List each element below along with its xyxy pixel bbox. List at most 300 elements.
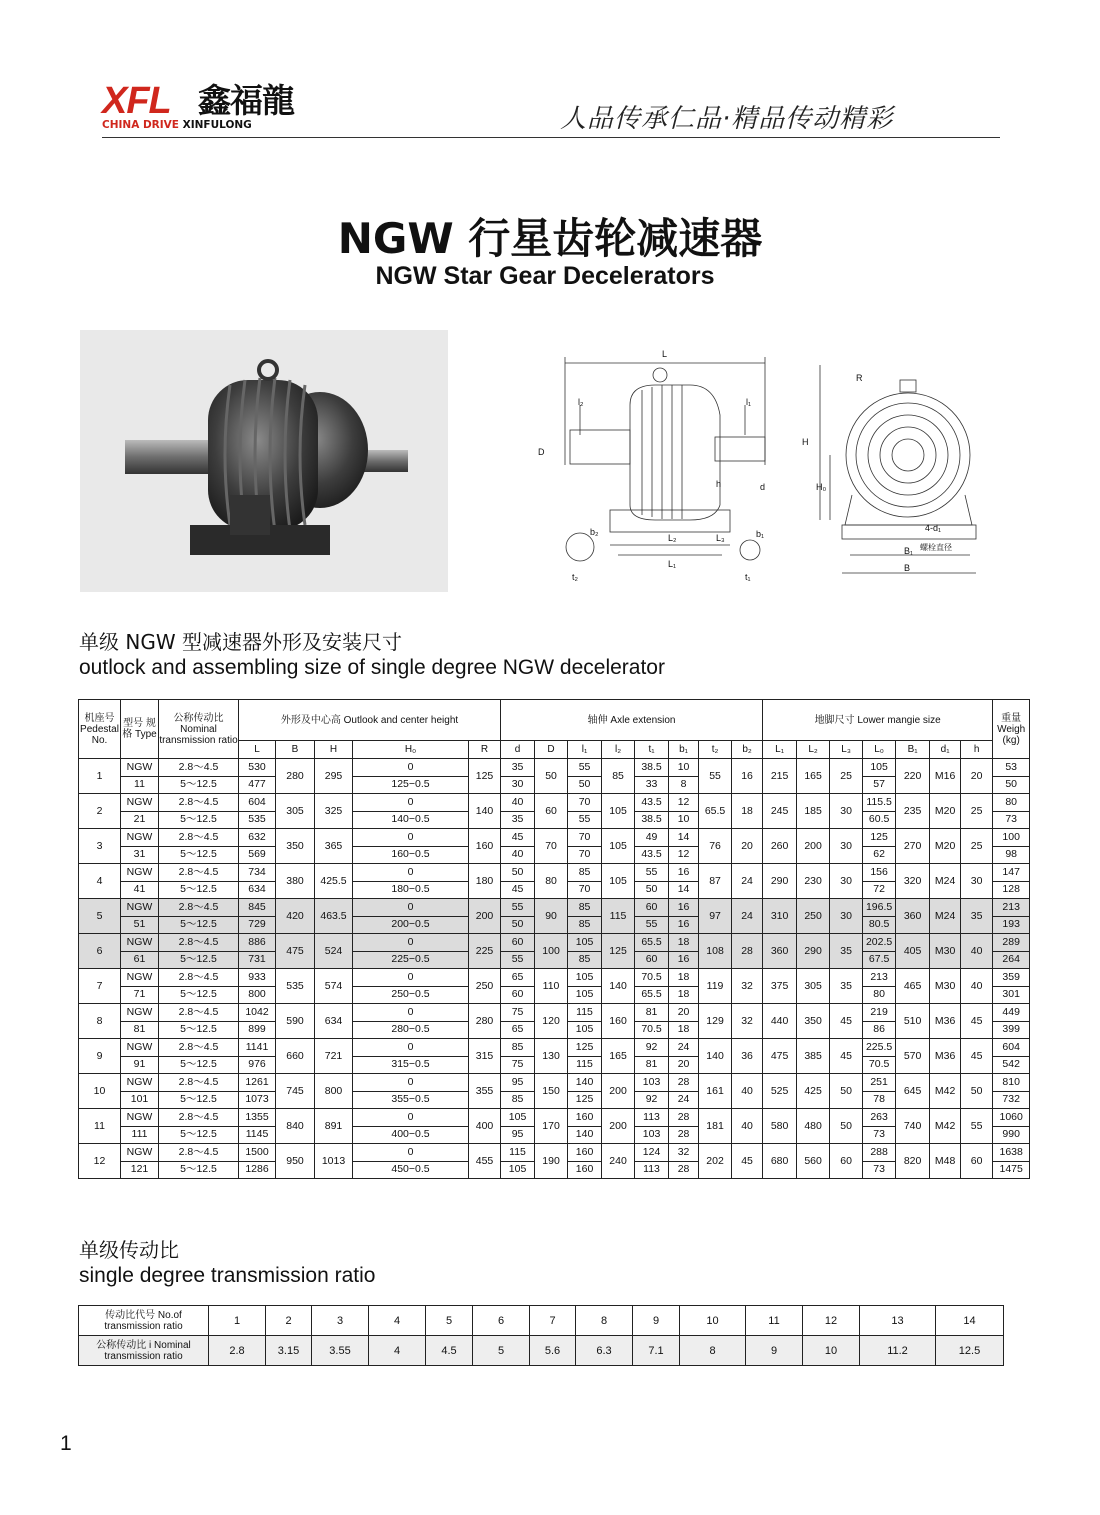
table-cell: 115 [568,1004,602,1022]
table-cell: 20 [669,1004,699,1022]
table-cell: 24 [732,899,763,934]
table-cell: 21 [121,811,159,829]
table-cell: 85 [501,1039,535,1057]
table-cell: M16 [930,759,961,794]
table-cell: 16 [669,864,699,882]
company-logo [102,82,302,132]
table-cell: 230 [797,864,830,899]
pedestal-no-cell: 9 [79,1039,121,1074]
table-cell: 5～12.5 [159,916,239,934]
table-cell: 465 [896,969,930,1004]
table-cell: 125 [602,934,635,969]
table-cell: 1638 [993,1144,1030,1162]
table-cell: 111 [121,1126,159,1144]
table-cell: 70 [535,829,568,864]
table-cell: 70.5 [863,1056,896,1074]
table-cell: 65.5 [699,794,732,829]
table-cell: 385 [797,1039,830,1074]
table-cell: 5～12.5 [159,1021,239,1039]
table-cell: 125−0.5 [353,776,469,794]
table-cell: 524 [315,934,353,969]
table-cell: 43.5 [635,794,669,812]
label-L3: L₃ [716,533,725,543]
table-cell: 202 [699,1144,732,1179]
page-title-cn: NGW 行星齿轮减速器 [337,214,763,263]
table-cell: 32 [669,1144,699,1162]
table-cell: 800 [239,986,276,1004]
table-cell: 530 [239,759,276,777]
table-cell: NGW [121,864,159,882]
table-cell: 5～12.5 [159,986,239,1004]
table-cell: 40 [501,794,535,812]
table-cell: 18 [669,1021,699,1039]
table-cell: 0 [353,1144,469,1162]
table-cell: 50 [961,1074,993,1109]
table-cell: 180−0.5 [353,881,469,899]
column-header: t₁ [635,741,669,759]
table-cell: 60.5 [863,811,896,829]
table-cell: 820 [896,1144,930,1179]
table-cell: 60 [830,1144,863,1179]
label-b2: b₂ [590,527,599,537]
table-cell: 35 [501,811,535,829]
table-cell: 250 [469,969,501,1004]
table-cell: 70 [568,794,602,812]
table-cell: 50 [830,1074,863,1109]
ratio-value-cell: 5.6 [530,1336,576,1366]
table-cell: 569 [239,846,276,864]
table-cell: 1042 [239,1004,276,1022]
table-cell: 295 [315,759,353,794]
table-cell: 20 [732,829,763,864]
table-cell: 288 [863,1144,896,1162]
table-cell: 290 [797,934,830,969]
table-cell: 219 [863,1004,896,1022]
table-cell: 55 [635,864,669,882]
table-cell: 85 [501,1091,535,1109]
table-cell: 32 [732,1004,763,1039]
table-cell: 2.8～4.5 [159,969,239,987]
pedestal-no-cell: 11 [79,1109,121,1144]
table-cell: 604 [239,794,276,812]
table-cell: 103 [635,1074,669,1092]
table-cell: 2.8～4.5 [159,864,239,882]
table-cell: 225 [469,934,501,969]
pedestal-no-cell: 12 [79,1144,121,1179]
table-cell: M42 [930,1074,961,1109]
table-cell: 360 [763,934,797,969]
column-header: B₁ [896,741,930,759]
table-cell: 60 [501,934,535,952]
table-row [79,934,1030,952]
table-cell: 160 [602,1004,635,1039]
table-cell: 280−0.5 [353,1021,469,1039]
table-cell: 645 [896,1074,930,1109]
label-b1: b₁ [756,529,765,539]
ratio-code-cell: 6 [473,1306,530,1336]
table-row [79,794,1030,812]
table-cell: 745 [276,1074,315,1109]
table-cell: 0 [353,899,469,917]
table-cell: 120 [535,1004,568,1039]
table-cell: 170 [535,1109,568,1144]
table-cell: 2.8～4.5 [159,1109,239,1127]
table-cell: 91 [121,1056,159,1074]
table-cell: 14 [669,829,699,847]
table-cell: 75 [501,1056,535,1074]
table-cell: 55 [635,916,669,934]
table-cell: 40 [961,969,993,1004]
table-cell: 50 [635,881,669,899]
table-cell: M30 [930,934,961,969]
table-cell: 73 [863,1161,896,1179]
table-cell: 16 [669,916,699,934]
table-cell: 67.5 [863,951,896,969]
table-cell: 62 [863,846,896,864]
table-cell: 933 [239,969,276,987]
column-header: L₃ [830,741,863,759]
table-cell: NGW [121,1144,159,1162]
table-cell: M48 [930,1144,961,1179]
table-cell: 95 [501,1074,535,1092]
header-lower: 地脚尺寸 Lower mangie size [763,700,993,741]
table-cell: 125 [469,759,501,794]
table-cell: 604 [993,1039,1030,1057]
table-cell: 20 [961,759,993,794]
table-cell: 899 [239,1021,276,1039]
table-cell: 30 [830,864,863,899]
table-cell: 721 [315,1039,353,1074]
column-header: h [961,741,993,759]
table-cell: 5～12.5 [159,811,239,829]
table-cell: 290 [763,864,797,899]
column-header: H₀ [353,741,469,759]
table-cell: 45 [732,1144,763,1179]
table-cell: 810 [993,1074,1030,1092]
table-cell: 289 [993,934,1030,952]
table-cell: 732 [993,1091,1030,1109]
table-cell: 86 [863,1021,896,1039]
table-cell: 85 [602,759,635,794]
table-cell: M24 [930,864,961,899]
table-cell: 55 [568,759,602,777]
column-header: d [501,741,535,759]
table-cell: 85 [568,899,602,917]
table-cell: 45 [961,1004,993,1039]
header-ratio: 公称传动比 Nominal transmission ratio [159,700,239,759]
ratio-value-cell: 3.55 [312,1336,369,1366]
table-cell: 263 [863,1109,896,1127]
table-cell: 45 [961,1039,993,1074]
slogan: 人品传承仁品·精品传动精彩 [560,104,894,134]
table-cell: 92 [635,1039,669,1057]
ratio-value-cell: 7.1 [633,1336,680,1366]
table-cell: 125 [568,1091,602,1109]
table-cell: NGW [121,1109,159,1127]
table-cell: 85 [568,951,602,969]
table-cell: 5～12.5 [159,1091,239,1109]
table-cell: 30 [830,829,863,864]
pedestal-no-cell: 10 [79,1074,121,1109]
table-row [79,1109,1030,1127]
table-cell: 36 [732,1039,763,1074]
table-cell: 55 [961,1109,993,1144]
label-B1: B₁ [904,546,914,556]
ratio-value-cell: 3.15 [266,1336,312,1366]
table-cell: 196.5 [863,899,896,917]
table-cell: 165 [602,1039,635,1074]
table-cell: 225−0.5 [353,951,469,969]
table-cell: 310 [763,899,797,934]
table-cell: 75 [501,1004,535,1022]
table-cell: 180 [469,864,501,899]
table-cell: 250−0.5 [353,986,469,1004]
table-cell: 24 [669,1039,699,1057]
table-cell: 30 [830,794,863,829]
table-cell: 124 [635,1144,669,1162]
table-cell: 570 [896,1039,930,1074]
table-cell: 40 [732,1109,763,1144]
table-cell: 16 [732,759,763,794]
table-cell: 31 [121,846,159,864]
table-cell: 10 [669,759,699,777]
pedestal-no-cell: 1 [79,759,121,794]
table-cell: 50 [501,916,535,934]
ratio-code-cell: 7 [530,1306,576,1336]
pedestal-no-cell: 8 [79,1004,121,1039]
ratio-code-cell: 10 [680,1306,746,1336]
table-cell: 350 [276,829,315,864]
table-cell: M42 [930,1109,961,1144]
pedestal-no-cell: 5 [79,899,121,934]
ratio-code-cell: 8 [576,1306,633,1336]
table-cell: 1013 [315,1144,353,1179]
table-cell: 200 [469,899,501,934]
table-cell: 5～12.5 [159,846,239,864]
table-cell: 400−0.5 [353,1126,469,1144]
table-cell: 200 [797,829,830,864]
table-cell: NGW [121,934,159,952]
table-cell: 0 [353,1004,469,1022]
header-axle: 轴伸 Axle extension [501,700,763,741]
column-header: R [469,741,501,759]
table-cell: 73 [993,811,1030,829]
table-cell: 165 [797,759,830,794]
table-cell: 113 [635,1161,669,1179]
table-cell: 78 [863,1091,896,1109]
table-cell: 115 [568,1056,602,1074]
dimension-table-body [79,759,1030,1179]
table-cell: 2.8～4.5 [159,759,239,777]
label-H: H [802,437,809,447]
table-cell: 43.5 [635,846,669,864]
table-cell: M36 [930,1039,961,1074]
table-cell: 65 [501,1021,535,1039]
table-cell: 105 [501,1109,535,1127]
table-cell: 305 [797,969,830,1004]
table-cell: 301 [993,986,1030,1004]
table-cell: 100 [993,829,1030,847]
page-title-en: NGW Star Gear Decelerators [375,262,715,290]
table-cell: 24 [669,1091,699,1109]
table-cell: 280 [469,1004,501,1039]
table-cell: 38.5 [635,759,669,777]
table-cell: 2.8～4.5 [159,829,239,847]
table-cell: 105 [602,829,635,864]
table-cell: 105 [568,934,602,952]
label-R: R [856,373,863,383]
table-cell: 35 [830,934,863,969]
table-cell: 28 [669,1109,699,1127]
table-cell: 477 [239,776,276,794]
table-cell: 101 [121,1091,159,1109]
table-cell: 1141 [239,1039,276,1057]
table-cell: 51 [121,916,159,934]
logo-subtitle-a: CHINA DRIVE [102,119,179,131]
section1-title-cn: 单级 NGW 型减速器外形及安装尺寸 [79,630,402,654]
table-cell: 1145 [239,1126,276,1144]
table-cell: 634 [239,881,276,899]
table-row [79,899,1030,917]
table-cell: 463.5 [315,899,353,934]
column-header: D [535,741,568,759]
header-type: 型号 规格 Type [121,700,159,759]
table-cell: 60 [635,899,669,917]
table-cell: 0 [353,759,469,777]
ratio-code-cell: 3 [312,1306,369,1336]
table-cell: 160 [568,1161,602,1179]
ratio-table [78,1305,1004,1366]
table-row [79,1039,1030,1057]
column-header: b₂ [732,741,763,759]
table-cell: 0 [353,864,469,882]
label-l2: l₂ [578,397,584,407]
table-cell: 50 [993,776,1030,794]
table-cell: 355−0.5 [353,1091,469,1109]
table-cell: 25 [961,829,993,864]
logo-subtitle [102,119,252,131]
table-cell: 1261 [239,1074,276,1092]
pedestal-no-cell: 6 [79,934,121,969]
table-cell: 45 [501,881,535,899]
table-cell: 18 [669,986,699,1004]
table-cell: 235 [896,794,930,829]
table-cell: 40 [732,1074,763,1109]
table-cell: 60 [535,794,568,829]
table-cell: 315 [469,1039,501,1074]
table-cell: 160 [568,1144,602,1162]
table-cell: 250 [797,899,830,934]
table-cell: 1286 [239,1161,276,1179]
table-cell: M20 [930,829,961,864]
table-cell: NGW [121,1074,159,1092]
table-cell: 80.5 [863,916,896,934]
table-cell: 200 [602,1074,635,1109]
table-cell: 740 [896,1109,930,1144]
table-cell: 147 [993,864,1030,882]
ratio-code-cell: 5 [426,1306,473,1336]
table-cell: 2.8～4.5 [159,1144,239,1162]
table-cell: 200−0.5 [353,916,469,934]
table-cell: 55 [699,759,732,794]
table-cell: 2.8～4.5 [159,1039,239,1057]
table-cell: 213 [993,899,1030,917]
table-cell: 480 [797,1109,830,1144]
logo-subtitle-b: XINFULONG [182,119,252,131]
table-cell: M36 [930,1004,961,1039]
label-L: L [662,349,668,359]
table-cell: 105 [568,986,602,1004]
table-cell: 542 [993,1056,1030,1074]
section2-title-cn: 单级传动比 [79,1238,179,1262]
table-cell: 0 [353,1039,469,1057]
table-cell: 160 [568,1109,602,1127]
ratio-value-cell: 9 [746,1336,803,1366]
table-cell: 55 [501,899,535,917]
table-cell: 450−0.5 [353,1161,469,1179]
ratio-value-label: 公称传动比 i Nominal transmission ratio [79,1336,209,1366]
table-cell: 449 [993,1004,1030,1022]
table-cell: 729 [239,916,276,934]
product-photo [80,330,448,592]
ratio-value-cell: 4 [369,1336,426,1366]
table-cell: 213 [863,969,896,987]
table-cell: 0 [353,794,469,812]
table-cell: 245 [763,794,797,829]
table-cell: 119 [699,969,732,1004]
table-cell: 110 [535,969,568,1004]
table-cell: 130 [535,1039,568,1074]
table-cell: 5～12.5 [159,951,239,969]
table-cell: 420 [276,899,315,934]
ratio-code-cell: 4 [369,1306,426,1336]
table-cell: 60 [501,986,535,1004]
table-cell: 103 [635,1126,669,1144]
table-cell: 375 [763,969,797,1004]
table-cell: 50 [535,759,568,794]
table-cell: 1073 [239,1091,276,1109]
table-cell: 264 [993,951,1030,969]
label-bolt: 螺栓直径 [920,543,952,552]
table-cell: 80 [863,986,896,1004]
table-cell: 0 [353,1109,469,1127]
column-header: L [239,741,276,759]
label-l1: l₁ [746,397,752,407]
section2-title-en: single degree transmission ratio [79,1264,376,1287]
table-cell: 32 [732,969,763,1004]
table-cell: 28 [732,934,763,969]
table-cell: 115.5 [863,794,896,812]
column-header: H [315,741,353,759]
pedestal-no-cell: 3 [79,829,121,864]
table-cell: 81 [635,1004,669,1022]
table-cell: 28 [669,1126,699,1144]
ratio-codes-row [79,1306,1004,1336]
table-cell: 355 [469,1074,501,1109]
logo-chinese-name: 鑫福龍 [198,81,294,120]
table-cell: 305 [276,794,315,829]
table-cell: 105 [863,759,896,777]
table-cell: 5～12.5 [159,1161,239,1179]
column-header: L₀ [863,741,896,759]
label-h: h [716,479,722,489]
table-cell: 53 [993,759,1030,777]
table-cell: 1500 [239,1144,276,1162]
table-cell: 660 [276,1039,315,1074]
table-cell: 92 [635,1091,669,1109]
table-cell: 72 [863,881,896,899]
table-cell: 18 [669,969,699,987]
